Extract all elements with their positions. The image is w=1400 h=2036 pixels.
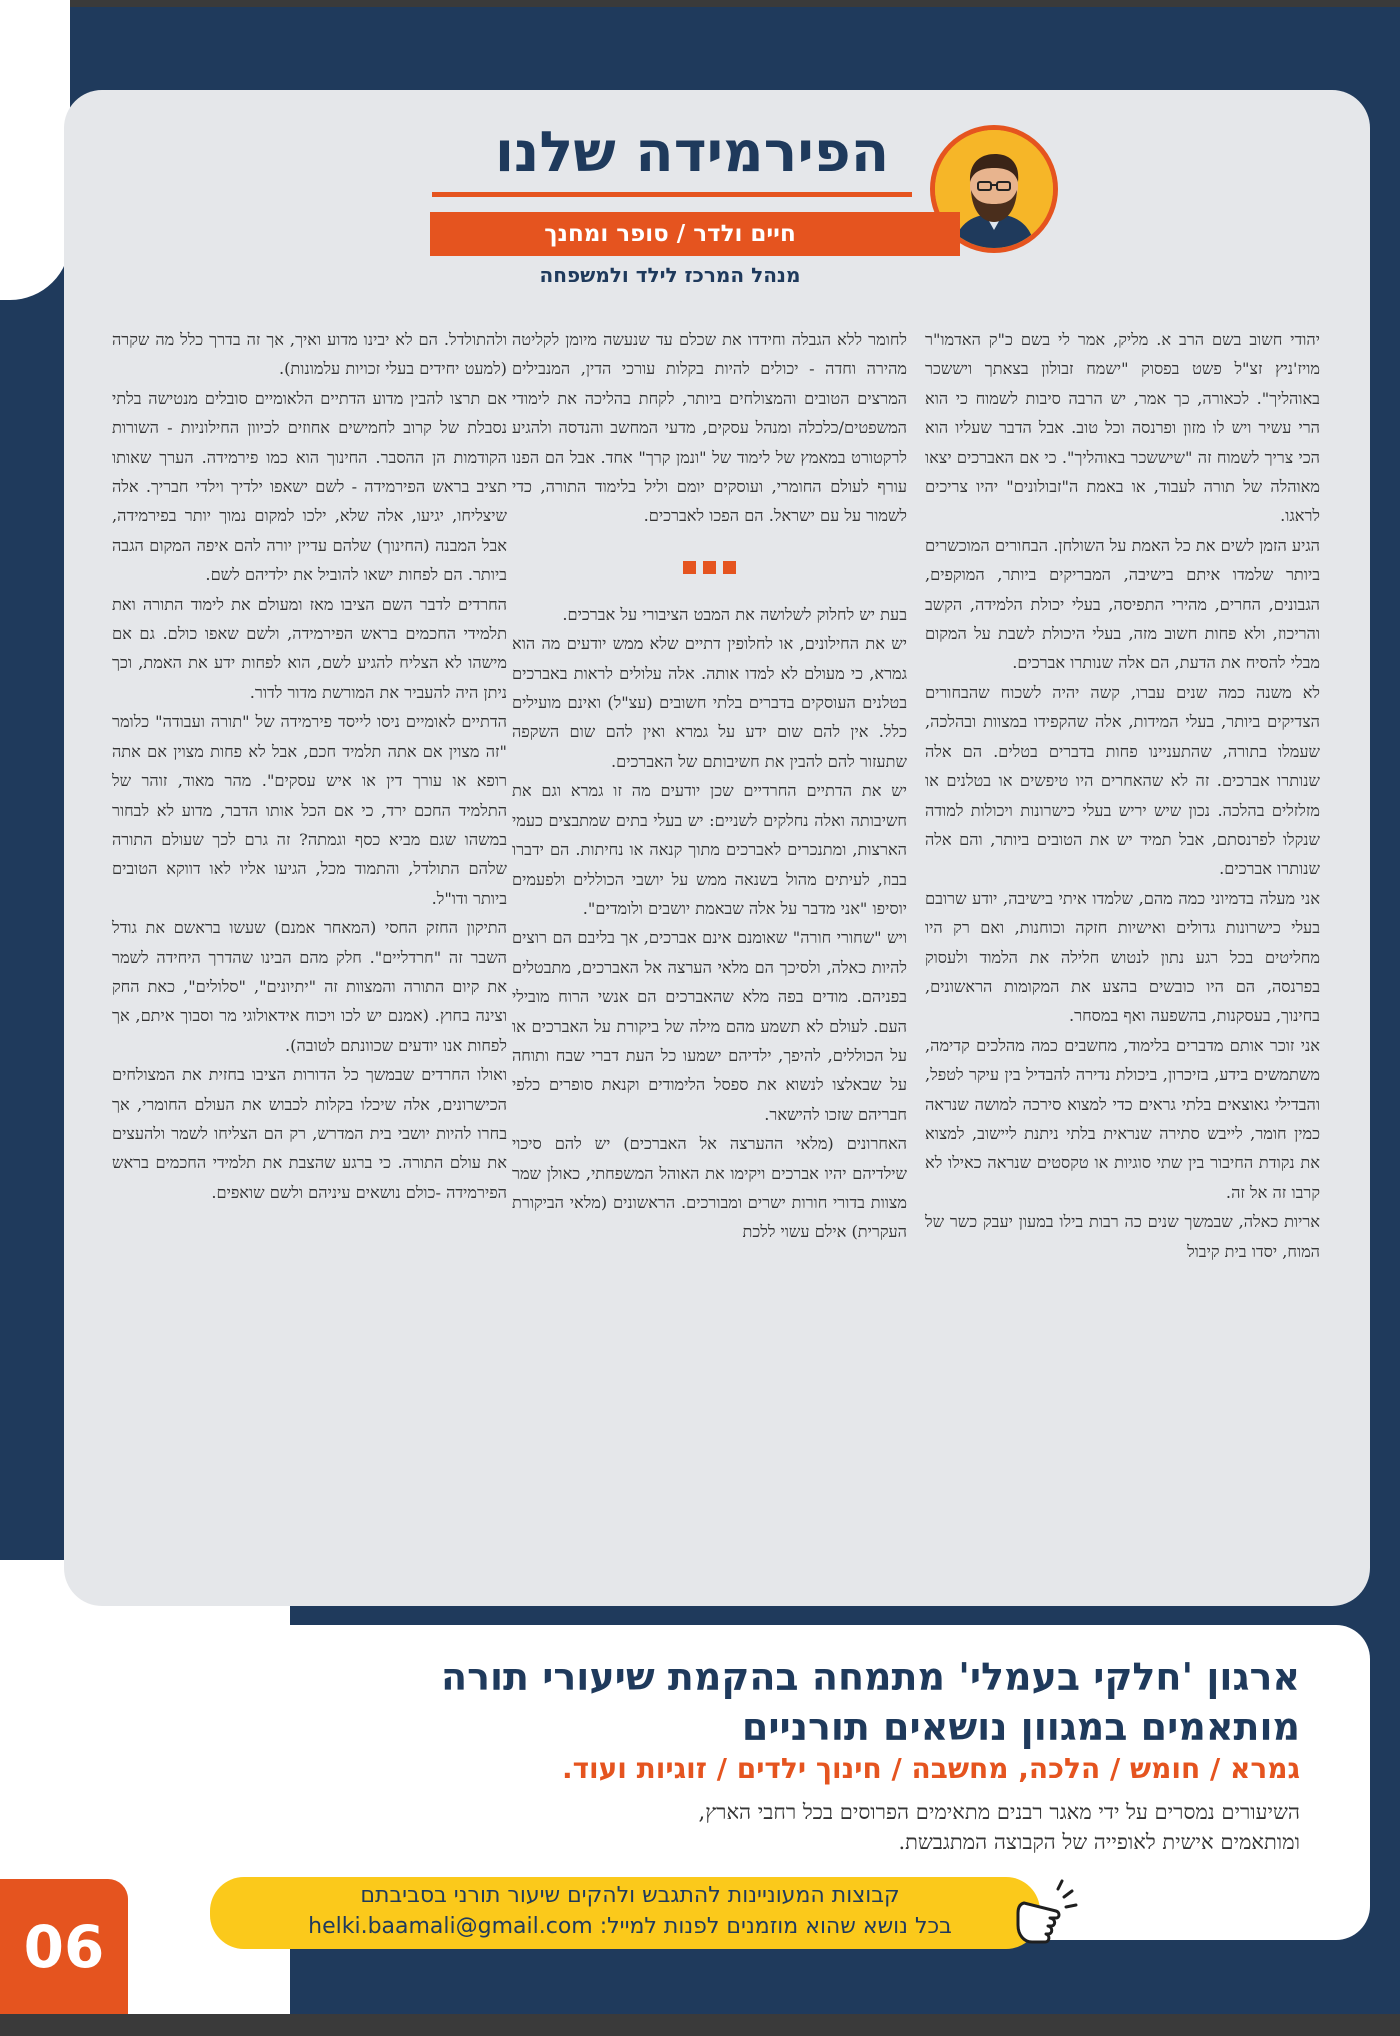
paragraph: ולהתולדל. הם לא יבינו מדוע ואיך, אך זה בדרך כלל מה שקרה (למעט יחידים בעלי זכויות עלמונות). [112, 330, 507, 379]
paragraph: החרדים לדבר השם הציבו מאז ומעולם את לימוד התורה ואת תלמידי החכמים בראש הפירמידה, ולשם שאפו כולם. גם אם מישהו לא הצליח להגיע לשם, הוא לפחות ידע את האמת, וכך ניתן היה להעביר את המורשת מדור לדור. [112, 594, 507, 702]
page-title: הפירמידה שלנו [494, 120, 890, 185]
ad-title-line: ארגון 'חלקי בעמלי' מתמחה בהקמת שיעורי תורה [441, 1655, 1300, 1699]
contact-email-line[interactable]: בכל נושא שהוא מוזמנים לפנות למייל: helki.baamali@gmail.com [308, 1914, 952, 1939]
pointing-hand-icon [1010, 1873, 1100, 1953]
paragraph: הדתיים לאומיים ניסו לייסד פירמידה של "תורה ועבודה" כלומר "זה מצוין אם אתה תלמיד חכם, אבל לא פחות מצוין אם אתה רופא או עורך דין או איש עסקים". מהר מאוד, זוהר של התלמיד החכם ירד, כי אם הכל אותו הדבר, מדוע לא לבחור במשהו שגם מביא כסף וגמתה? זה גרם לכך שעולם התורה שלהם התולדל, והתמוד מכל, הגיעו אליו לאו דווקא הטובים ביותר ודו"ל. [112, 712, 507, 908]
paragraph: אני מעלה בדמיוני כמה מהם, שלמדו איתי בישיבה, יודע שרובם בעלי כישרונות גדולים ואישיות חזקה וכוחנות, ואם רק היו מחליטים בכל רגע נתון לנטוש חלילה את הלמוד ולעסוק בפרנסה, הם היו כובשים בהצע את המקומות הראשונים, בחינוך, בעסקנות, בהשפעה ואף במסחר. [925, 888, 1320, 1026]
section-divider-dots [512, 561, 907, 574]
top-edge-bar [0, 0, 1400, 7]
paragraph: אני זוכר אותם מדברים בלימוד, מחשבים כמה מהלכים קדימה, משתמשים בידע, בזיכרון, ביכולת נדירה להבדיל בין עיקר לטפל, והבדילי גאוצאים בלתי גראים כדי למצוא סירכה למושה שנראה כמין חומר, לייבש סתירה שנראית בלתי ניתנת ליישוב, למצוא את נקודת החיבור בין שתי סוגיות או טקסטים שנראה כאילו לא קרבו זה אל זה. [925, 1035, 1320, 1202]
article-column-middle [512, 325, 907, 1575]
paragraph: יהודי חשוב בשם הרב א. מליק, אמר לי בשם כ"ק האדמו"ר מויז'ניץ זצ"ל פשט בפסוק "ישמח זבולון בצאתך ויששכר באוהליך". לכאורה, כך אמר, יש הרבה סיבות לשמוח כי הוא הרי עשיר ויש לו מזון ופרנסה וכל טוב. אבל הדבר שעליו הוא הכי צריך לשמוח זה "שיששכר באוהליך". כי אם האברכים יצאו מאוהלה של תורה לעבוד, או באמת ה"זבולונים" יהיו צריכים לראגו. [925, 330, 1320, 526]
ad-title [330, 1652, 1300, 1752]
paragraph: הגיע הזמן לשים את כל האמת על השולחן. הבחורים המוכשרים ביותר שלמדו איתם בישיבה, המבריקים ביותר, המוקפים, הגבונים, החרים, מהירי התפיסה, בעלי יכולת הלמידה, הקשב והריכוז, ולא פחות חשוב מזה, בעלי היכולת לשבת על המקום מבלי להסיח את הדעת, הם אלה שנותרו אברכים. [925, 535, 1320, 673]
ad-body-line: ומותאמים אישית לאופייה של הקבוצה המתגבשת. [898, 1830, 1300, 1854]
article-column-right [925, 325, 1320, 1575]
paragraph: התיקון החזק החסי (המאחר אמנם) שעשו בראשם את גודל השבר זה "חרדליים". חלק מהם הבינו שהדרך היחידה לשמר את קיום התורה והמצוות זה "יתיונים", "סלולים", כאת החק וצינה בחוץ. (אמנם יש לכו ויכוח אידאולוגי מר וסבוך איתם, אך לפחות אנו יודעים שכוונתם לטובה). [112, 918, 507, 1055]
decorative-white-curve [0, 0, 70, 300]
paragraph: יש את הדתיים החרדיים שכן יודעים מה זו גמרא וגם את חשיבותה ואלה נחלקים לשניים: יש בעלי בתים שמתבצים כעמי הארצות, ומתנכרים לאברכים מתוך קנאה או נחיתות. הם ידברו בבוז, לעיתים מהול בשנאה ממש על יושבי הכוללים ולפעמים יוסיפו "אני מדבר על אלה שבאמת יושבים ולומדים". [512, 781, 907, 918]
paragraph: לא משנה כמה שנים עברו, קשה יהיה לשכוח שהבחורים הצדיקים ביותר, בעלי המידות, אלה שהקפידו במצוות ובהלכה, שעמלו בתורה, שהתעניינו פחות בדברים בטלים. הם אלה שנותרו אברכים. זה לא שהאחרים היו טיפשים או בטלנים או מזלזלים בהלכה. נכון שיש יריש בעלי כישרונות ויכולות למודה שנקלו לפרנסתם, אבל תמיד יש את הטובים ביותר, והם אלה שנותרו אברכים. [925, 682, 1320, 879]
page-number: 06 [0, 1879, 128, 2014]
ad-body-line: השיעורים נמסרים על ידי מאגר רבנים מתאימים הפרוסים בכל רחבי הארץ, [698, 1800, 1300, 1824]
article-column-left [112, 325, 507, 1575]
paragraph: אם תרצו להבין מדוע הדתיים הלאומיים סובלים מנטישה בלתי נסבלת של קרוב לחמישים אחוזים לכיוון החילוניות - השורות הקודמות הן ההסבר. החינוך הוא כמו פירמידה. הערך שאותו תציב בראש הפירמידה - לשם ישאפו ילדיך וילדי חבריך. אלה שיצליחו, יגיעו, אלה שלא, ילכו למקום נמוך יותר בפירמידה, אבל המבנה (החינוך) שלהם עדיין יורה להם איפה המקום הגבה ביותר. הם לפחות ישאו להוביל את ילדיהם לשם. [112, 388, 507, 585]
paragraph: לחומר ללא הגבלה וחידדו את שכלם עד שנעשה מיומן לקליטה מהירה וחדה - יכולים להיות בקלות עורכי הדין, המנבילים המרצים הטובים והמצולחים ביותר, לקחת בהליכה את לימודי המשפטים/כלכלה ומנהל עסקים, מדעי המחשב והנדסה ולהגיע לרקטורט במאמץ של לימוד של "ונמן קרך" אחד. אבל הם הפנו עורף לעולם החומרי, ועוסקים יומם וליל בלימוד התורה, כדי לשמור על עם ישראל. הם הפכו לאברכים. [512, 330, 907, 526]
author-name: חיים ולדר / סופר ומחנך [544, 221, 796, 247]
ad-title-line: מותאמים במגוון נושאים תורניים [741, 1705, 1300, 1749]
author-role: מנהל המרכז לילד ולמשפחה [539, 263, 801, 287]
paragraph: בעת יש לחלוק לשלושה את המבט הציבורי על אברכים. [562, 604, 907, 624]
bottom-edge-bar [0, 2014, 1400, 2036]
title-underline [432, 192, 912, 197]
contact-text[interactable] [250, 1880, 1010, 1942]
paragraph: יש את החילונים, או לחלופין דתיים שלא ממש יודעים מה הוא גמרא, כי מעולם לא למדו אותה. אלה עלולים לראות באברכים בטלנים העוסקים בדברים בלתי חשובים (עצ"ל) ואינם מועילים כלל. אין להם שום ידע על גמרא ואין להם שום השקפה שתעזור להם להבין את חשיבותם של האברכים. [512, 634, 907, 771]
ad-subjects: גמרא / חומש / הלכה, מחשבה / חינוך ילדים / זוגיות ועוד. [561, 1752, 1300, 1785]
paragraph: ויש "שחורי חורה" שאומנם אינם אברכים, אך בליבם הם רוצים להיות כאלה, ולסיכך הם מלאי הערצה אל האברכים, מתבטלים בפניהם. מודים בפה מלא שהאברכים הם אנשי הרוח מובילי העם. לעולם לא תשמע מהם מילה של ביקורת על האברכים או על הכוללים, להיפך, ילדיהם ישמעו כל העת דברי שבח ותוחה על שבאלצו לנשוא את ספסל הלימודים וקנאת סופרים כלפי חבריהם שזכו להישאר. [512, 928, 907, 1124]
contact-line: קבוצות המעוניינות להתגבש ולהקים שיעור תורני בסביבתם [360, 1883, 900, 1908]
paragraph: אריות כאלה, שבמשך שנים כה רבות בילו במעון יעבק כשר של המוח, יסדו בית קיבול [925, 1212, 1320, 1261]
paragraph: האחרונים (מלאי ההערצה אל האברכים) יש להם סיכוי שילדיהם יהיו אברכים ויקימו את האוהל המשפחתי, כאולן שמר מצוות בדורי חורות ישרים ומבורכים. הראשונים (מלאי הביקורת העקרית) אילם עשוי ללכת [512, 1134, 907, 1242]
paragraph: ואולו החרדים שבמשך כל הדורות הציבו בחזית את המצולחים הכישרונים, אלה שיכלו בקלות לכבוש את העולם החומרי, אך בחרו להיות יושבי בית המדרש, רק הם הצליחו לשמר ולהעצים את עולם התורה. כי ברגע שהצבת את תלמידי החכמים בראש הפירמידה -כולם נושאים עיניהם ולשם שואפים. [112, 1065, 507, 1202]
ad-body [330, 1797, 1300, 1857]
